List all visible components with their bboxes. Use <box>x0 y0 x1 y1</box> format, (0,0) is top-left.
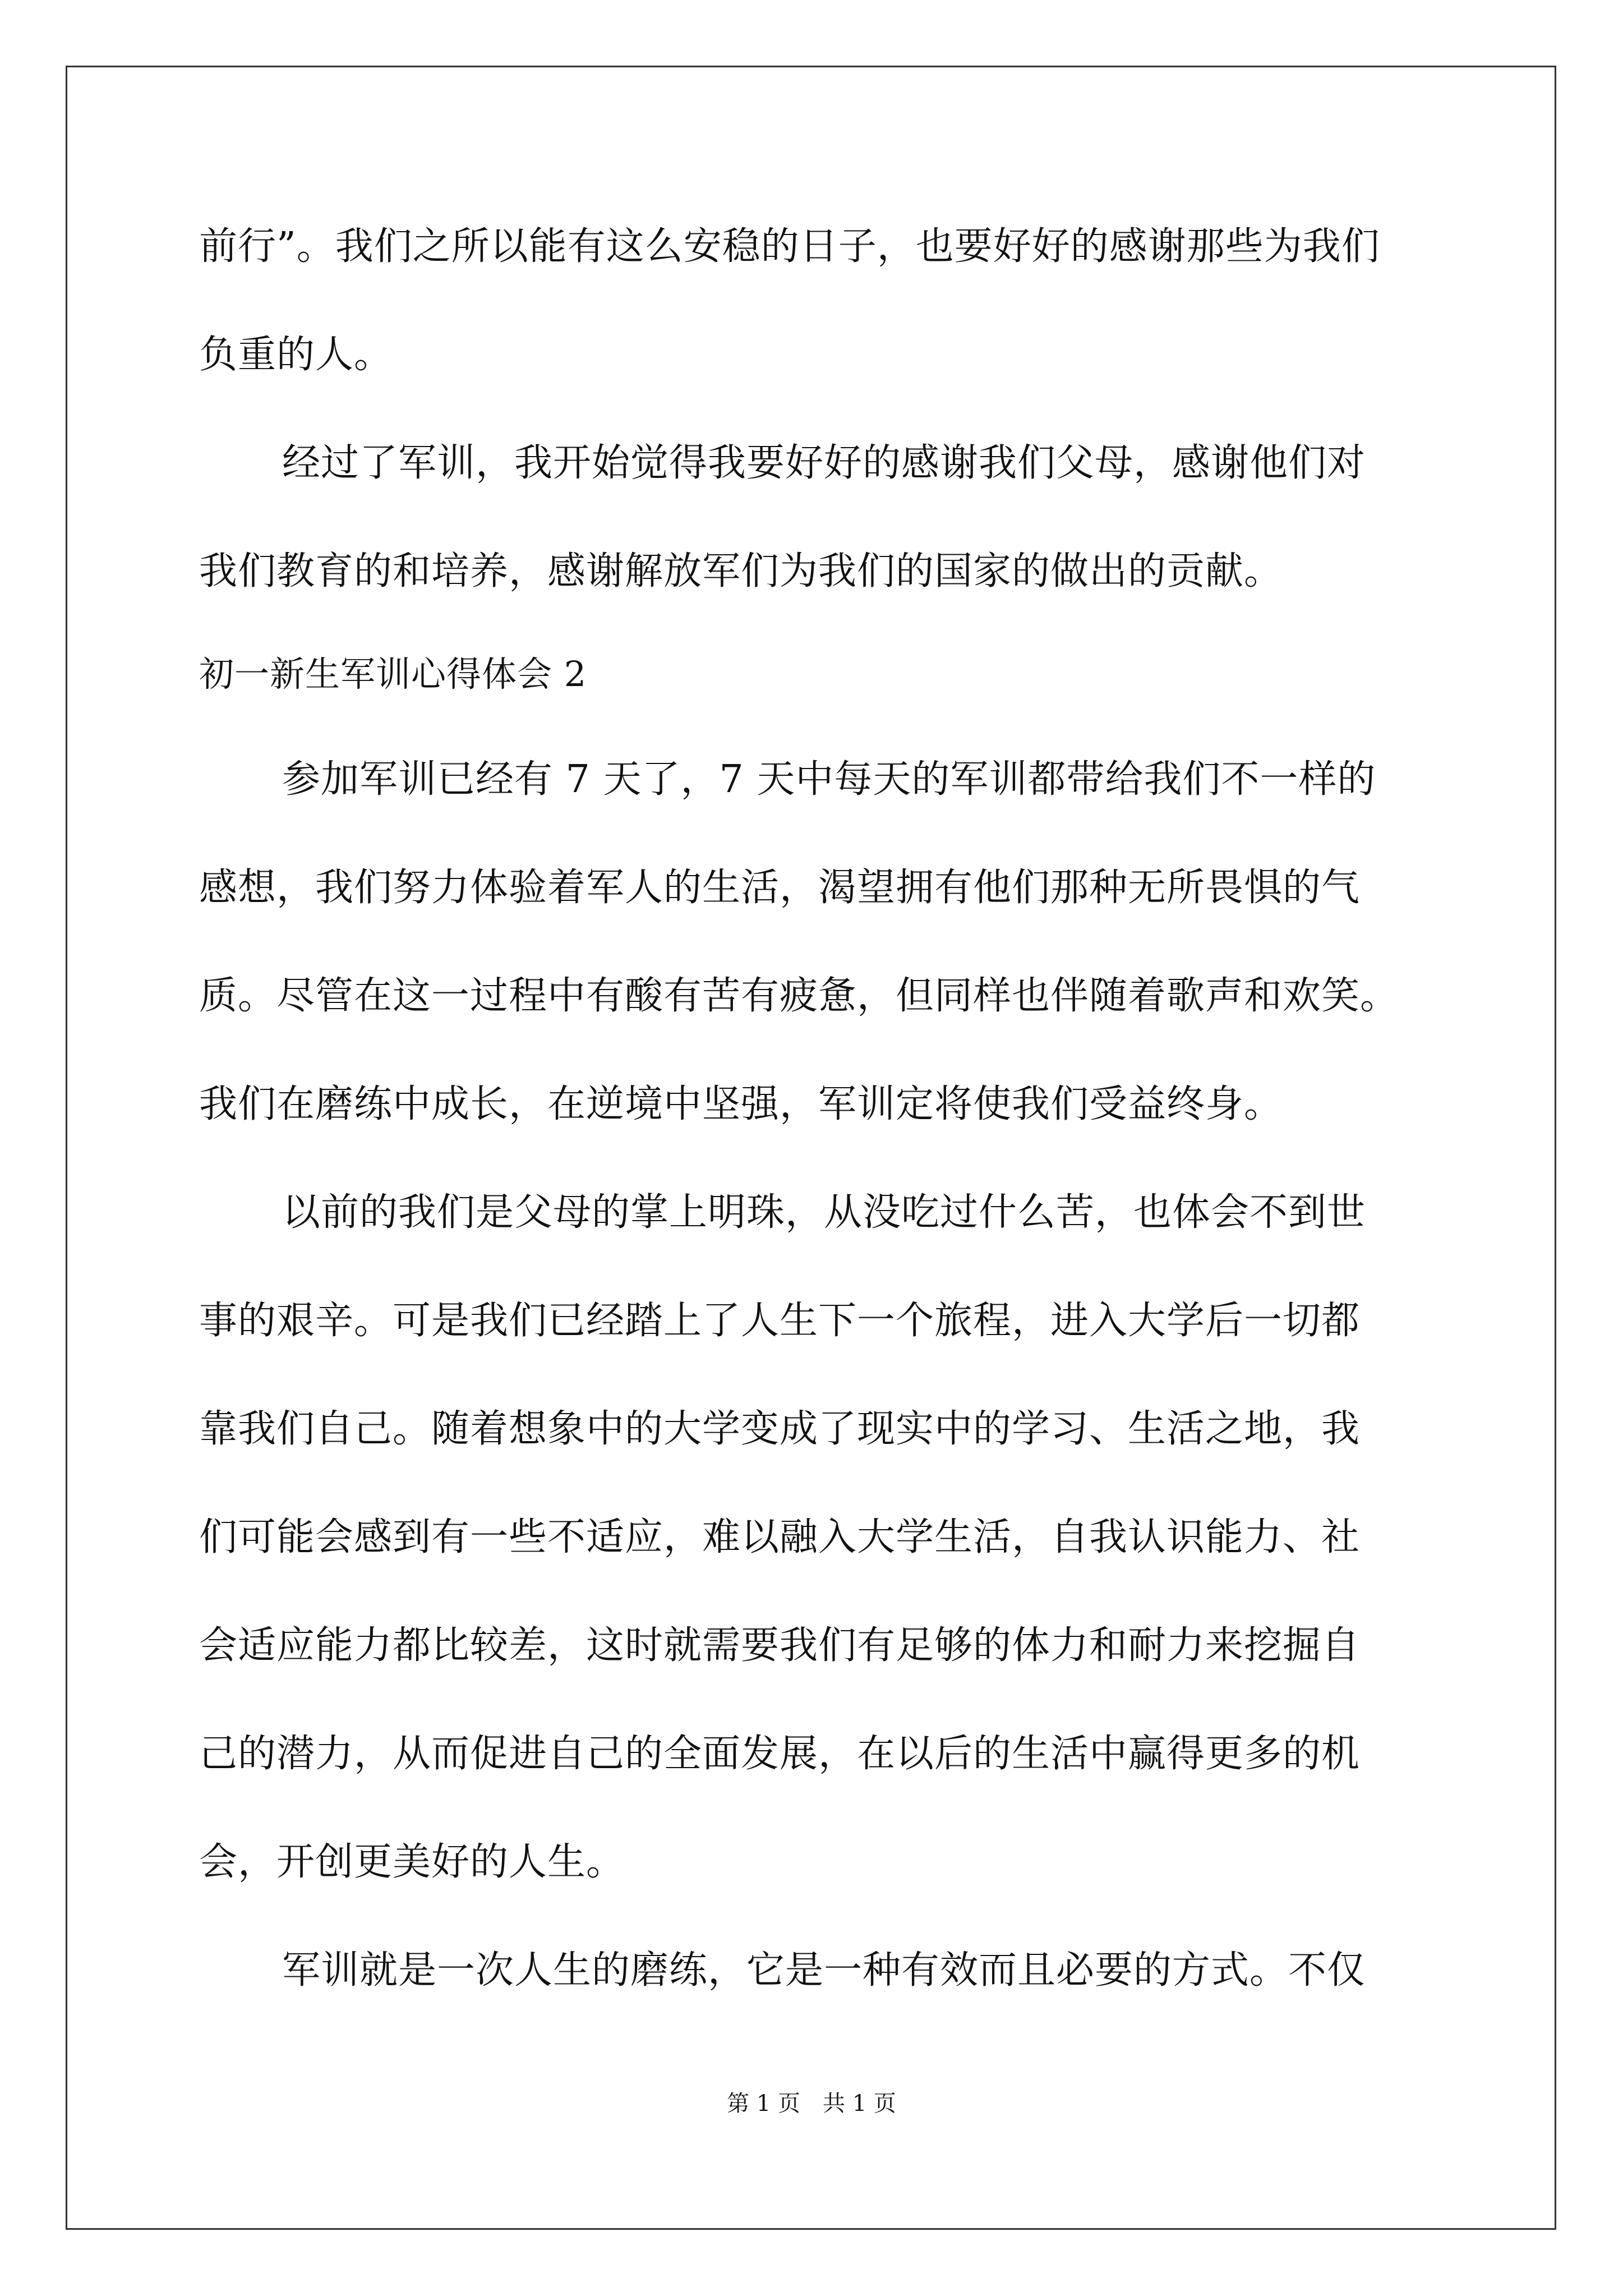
text-line: 会适应能力都比较差，这时就需要我们有足够的体力和耐力来挖掘自 <box>199 1623 1361 1668</box>
paragraph-start-line: 参加军训已经有 7 天了，7 天中每天的军训都带给我们不一样的 <box>282 757 1376 802</box>
paragraph-start-line: 经过了军训，我开始觉得我要好好的感谢我们父母，感谢他们对 <box>282 441 1366 485</box>
text-line: 前行”。我们之所以能有这么安稳的日子，也要好好的感谢那些为我们 <box>199 224 1380 269</box>
section-heading: 初一新生军训心得体会 2 <box>199 654 587 694</box>
text-line: 我们教育的和培养，感谢解放军们为我们的国家的做出的贡献。 <box>199 549 1283 593</box>
page-border <box>66 66 1556 2230</box>
text-line: 会，开创更美好的人生。 <box>199 1840 625 1884</box>
text-line: 质。尽管在这一过程中有酸有苦有疲惫，但同样也伴随着歌声和欢笑。 <box>199 974 1399 1018</box>
text-line: 们可能会感到有一些不适应，难以融入大学生活，自我认识能力、社 <box>199 1515 1361 1559</box>
text-line: 负重的人。 <box>199 333 393 377</box>
text-line: 感想，我们努力体验着军人的生活，渴望拥有他们那种无所畏惧的气 <box>199 866 1361 910</box>
paragraph-start-line: 以前的我们是父母的掌上明珠，从没吃过什么苦，也体会不到世 <box>282 1190 1366 1235</box>
text-line: 我们在磨练中成长，在逆境中坚强，军训定将使我们受益终身。 <box>199 1082 1283 1126</box>
text-line: 事的艰辛。可是我们已经踏上了人生下一个旅程，进入大学后一切都 <box>199 1299 1361 1343</box>
paragraph-start-line: 军训就是一次人生的磨练，它是一种有效而且必要的方式。不仅 <box>282 1948 1366 1993</box>
text-line: 靠我们自己。随着想象中的大学变成了现实中的学习、生活之地，我 <box>199 1407 1361 1451</box>
page-number-footer: 第 1 页 共 1 页 <box>727 2091 896 2116</box>
text-line: 己的潜力，从而促进自己的全面发展，在以后的生活中赢得更多的机 <box>199 1732 1361 1776</box>
